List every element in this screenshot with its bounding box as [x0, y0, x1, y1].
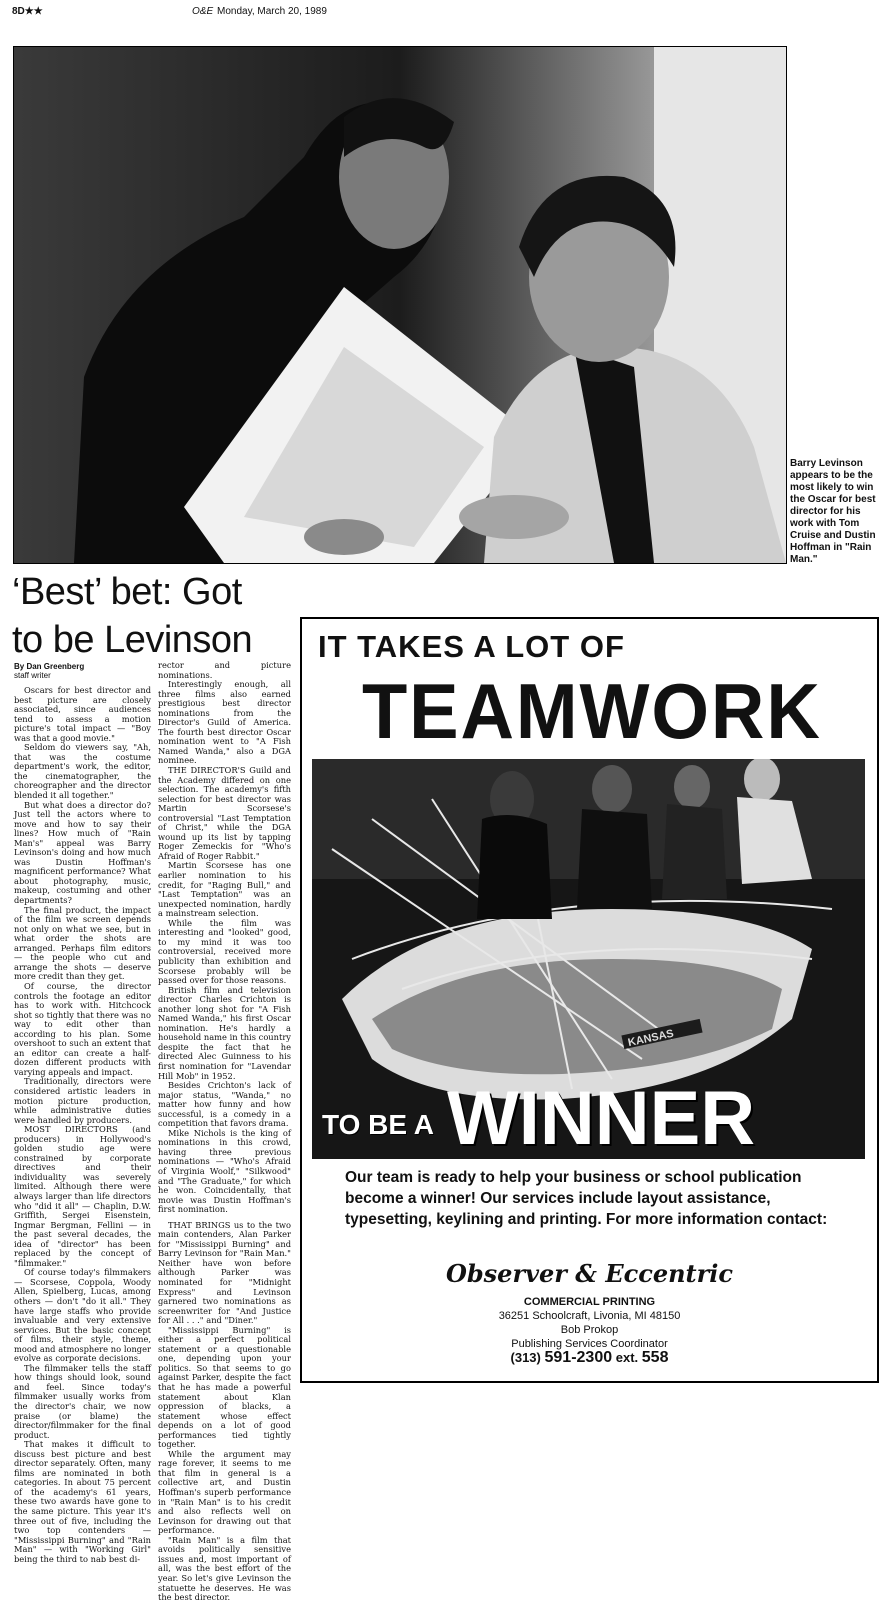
ad-body-text: Our team is ready to help your business or school publication become a winner! Our services include layout assistance, typesetting, keylining and printing. For more information contact: [345, 1169, 828, 1228]
paragraph: Mike Nichols is the king of nominations in this crowd, having three previous nominations — "Who's Afraid of Virginia Woolf," "Silkwood" and "The Graduate," for which he won. Coincidentally, that movie was Dustin Hoffman's first nomination. [158, 1127, 291, 1215]
ad-phone [302, 1351, 877, 1365]
ad-headline-teamwork: TEAMWORK [362, 667, 822, 755]
ad-brand-logo: Observer & Eccentric [445, 1259, 734, 1288]
paragraph: Of course today's filmmakers — Scorsese, Coppola, Woody Allen, Spielberg, Lucas, among others — don't "do it all." They have large staffs who provide invaluable and very extensive services. But the basic concept of films, their style, theme, mood and atmosphere no longer evolve as corporate decisions. [14, 1267, 151, 1364]
ad-tagline-small: TO BE A [322, 1109, 435, 1140]
paragraph: Traditionally, directors were considered artistic leaders in motion picture production, while administrative duties were handled by producers. [14, 1076, 151, 1125]
paragraph: Of course, the director controls the footage an editor has to work with. Hitchcock shot so tightly that there was no way to edit other than according to his plan. Some overshoot to such an extent that an editor can create a half-dozen different products with varying appeals and impact. [14, 980, 151, 1077]
byline [14, 662, 84, 680]
paragraph: Martin Scorsese has one earlier nomination to his credit, for "Raging Bull," and "Last Temptation" was an unexpected nomination, hardly a mainstream selection. [158, 860, 291, 919]
page-number: 8D★★ [12, 6, 43, 17]
page-folio [12, 6, 876, 24]
ad-contact-name: Bob Prokop [560, 1324, 619, 1336]
paragraph: Seldom do viewers say, "Ah, that was the costume department's work, the editor, the cinematographer, the choreographer and the director blended it all together." [14, 742, 151, 801]
paragraph: While the argument may rage forever, it seems to me that film in general is a collective art, and Dustin Hoffman's superb performance in "Rain Man" is to his credit and also reflects well on Levinson for drawing out that performance. [158, 1448, 291, 1536]
paragraph: "Mississippi Burning" is either a perfect political statement or a questionable one, depending upon your politics. So that seems to go against Parker, despite the fact that he has made a powerful statement about Klan oppression of blacks, a statement whose effect depends on a lot of good performances tied tightly together. [158, 1324, 291, 1450]
ad-phone-ext: 558 [641, 1349, 669, 1366]
byline-role: staff writer [14, 671, 51, 680]
paragraph: THAT BRINGS us to the two main contenders, Alan Parker for "Mississippi Burning" and Barry Levinson for "Rain Man." Neither have won before although Parker was nominated for "Midnight Express" and Levinson garnered two nominations as screenwriter for "And Justice for All . . ." and "Diner." [158, 1219, 291, 1326]
ad-service-name: COMMERCIAL PRINTING [523, 1296, 656, 1308]
paragraph: rector and picture nominations. [158, 660, 291, 680]
main-photo [13, 46, 787, 564]
paragraph: British film and television director Charles Crichton is another long shot for "A Fish Named Wanda," his first Oscar nomination. He's hardly a household name in this country despite the fact that he directed Alec Guinness to his first nomination for "Lavendar Hill Mob" in 1952. [158, 984, 291, 1081]
paragraph: While the film was interesting and "looked" good, to my mind it was too controversial, received more publicity than exhibition and Scorsese probably will be passed over for those reasons. [158, 917, 291, 986]
ad-tagline-winner: WINNER [447, 1076, 756, 1161]
paragraph: But what does a director do? Just tell the actors where to move and how to say their lines? How much of "Rain Man's" appeal was Barry Levinson's doing and how much was Dustin Hoffman's magnificent performance? What about photography, music, makeup, costuming and other departments? [14, 799, 151, 906]
section-name: O&E [192, 6, 214, 17]
paragraph: MOST DIRECTORS (and producers) in Hollywood's golden studio age were constrained by corporate directives and their individuality was severely limited. Although there were always larger than life directors who "did it all" — Chaplin, D.W. Griffith, Sergei Eisenstein, Ingmar Bergman, Fellini — in the past several decades, the idea of "director" has been replaced by the concept of "filmmaker." [14, 1124, 151, 1268]
ad-address: 36251 Schoolcraft, Livonia, MI 48150 [498, 1310, 681, 1322]
paragraph: Oscars for best director and best picture are closely associated, since audiences tend to assess a motion picture's total impact — "Boy was that a good movie." [14, 685, 151, 743]
article-column-1 [14, 686, 151, 1564]
article-column-2 [158, 661, 291, 1603]
paragraph: The filmmaker tells the staff how things should look, sound and feel. Since today's filmmaker usually works from the director's chair, we now praise (or blame) the director/filmmaker for the final product. [14, 1362, 151, 1440]
headline-line-2: to be Levinson [12, 619, 253, 661]
main-photo-illustration [14, 47, 786, 563]
ad-phone-ext-label: ext. [615, 1350, 639, 1365]
ad-phone-number: 591-2300 [544, 1349, 613, 1366]
article-headline [12, 568, 302, 664]
paragraph: Interestingly enough, all three films also earned prestigious best director nominations from the Director's Guild of America. The fourth best director Oscar nomination went to "A Fish Named Wanda," also a DGA nominee. [158, 679, 291, 766]
printing-advertisement [300, 617, 879, 1383]
photo-caption: Barry Levinson appears to be the most likely to win the Oscar for best director for his work with Tom Cruise and Dustin Hoffman in "Rain Man." [790, 458, 876, 565]
issue-date: Monday, March 20, 1989 [217, 6, 327, 17]
ad-contact-title: Publishing Services Coordinator [511, 1338, 668, 1350]
paragraph: That makes it difficult to discuss best picture and best director separately. Often, many films are nominated in both categories. In about 75 percent of the academy's 61 years, these two awards have gone to the same picture. This year it's three out of five, including the two top contenders — "Mississippi Burning" and "Rain Man" — with "Working Girl" being the third to nab best di- [14, 1439, 151, 1564]
headline-line-1: ‘Best’ bet: Got [12, 571, 242, 613]
paragraph: The final product, the impact of the film we screen depends not only on what we see, but in what order the shots are arranged. Perhaps film editors — the people who cut and arrange the shots — deserve more credit than they get. [14, 904, 151, 982]
ad-contact-block [302, 1295, 877, 1365]
ad-headline-top: IT TAKES A LOT OF [318, 629, 625, 664]
paragraph: Besides Crichton's lack of major status, "Wanda," no matter how funny and how successful, is a comedy in a competition that favors drama. [158, 1080, 291, 1129]
paragraph: THE DIRECTOR'S Guild and the Academy differed on one selection. The academy's fifth selection for best director was Martin Scorsese's controversial "Last Temptation of Christ," while the DGA wound up its list by tapping Roger Zemeckis for "Who's Afraid of Roger Rabbit." [158, 765, 291, 861]
boat-name-label: KANSAS [626, 1027, 675, 1050]
ad-phone-area: (313) [510, 1350, 541, 1365]
paragraph: "Rain Man" is a film that avoids politically sensitive issues and, most important of all, was the best effort of the year. So let's give Levinson the statuette he deserves. He was the best director. [158, 1534, 291, 1603]
byline-name: By Dan Greenberg [14, 662, 85, 671]
